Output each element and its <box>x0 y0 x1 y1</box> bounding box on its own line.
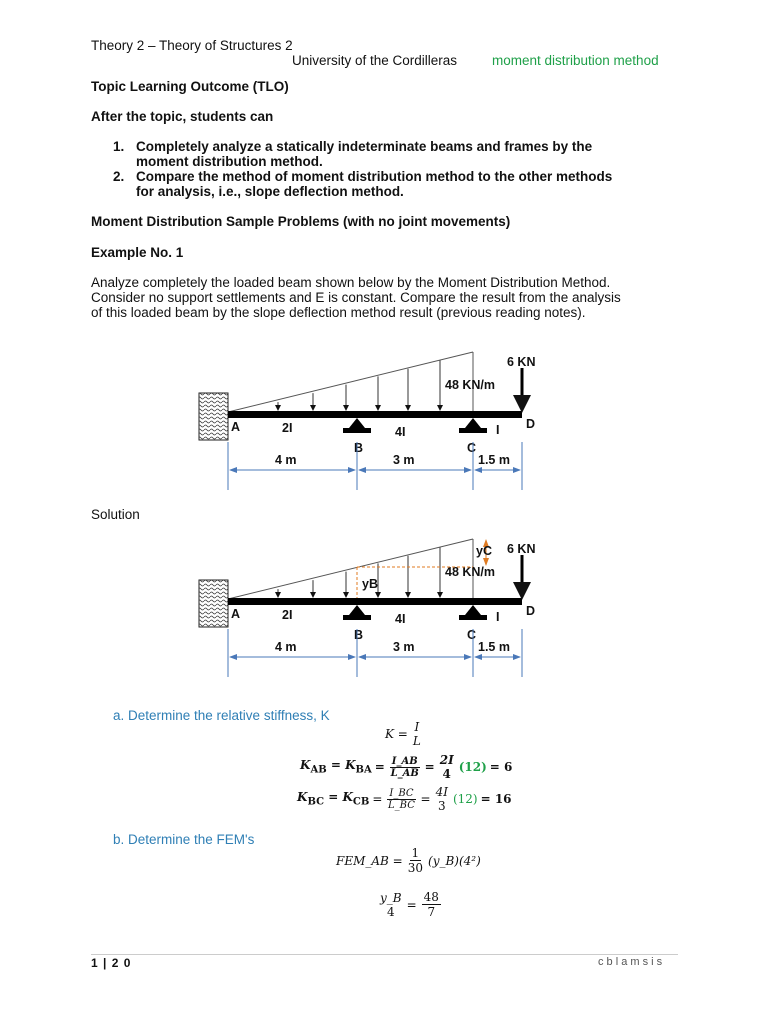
node-label-d: D <box>526 417 536 431</box>
eq-text: = <box>372 792 383 806</box>
eq-den: 4 <box>442 767 451 781</box>
dimension-label: 3 m <box>393 453 415 467</box>
node-label-d: D <box>526 604 536 618</box>
course-header: Theory 2 – Theory of Structures 2 <box>91 38 293 53</box>
eq-factor: (12) <box>452 792 478 806</box>
eq-num: y_B <box>380 890 402 905</box>
eq-text: = K <box>326 758 356 773</box>
inertia-label: I <box>496 423 500 437</box>
eq-lhs: K = <box>385 727 408 741</box>
load-triangle-edge <box>228 539 473 599</box>
outcome-number: 1. <box>113 139 125 154</box>
eq-text: = K <box>324 790 353 805</box>
node-label-c: C <box>467 628 477 642</box>
beam-diagram-problem <box>199 352 535 490</box>
point-load-label: 6 KN <box>507 355 536 369</box>
kab-equation: $K_{AB} = K_{BA}$ = $\frac{I\_AB}{L\_AB}$ = 2I 4 (12) = 6 <box>300 753 513 781</box>
eq-den: L_BC <box>388 799 415 811</box>
dimension-label: 4 m <box>275 640 297 654</box>
inertia-label: 4I <box>395 425 406 439</box>
node-label-c: C <box>467 441 477 455</box>
point-load-label: 6 KN <box>507 542 536 556</box>
node-label-b: B <box>354 628 364 642</box>
eq-num: I_AB <box>391 755 418 767</box>
distributed-load-label: 48 KN/m <box>445 378 496 392</box>
eq-text: BC <box>307 796 325 808</box>
step-a-label: a. Determine the relative stiffness, K <box>113 708 330 723</box>
eq-text: K <box>297 790 308 805</box>
beam <box>228 411 522 418</box>
eq-factor: (12) <box>458 760 487 774</box>
outcome-text: for analysis, i.e., slope deflection method. <box>136 184 404 199</box>
inertia-label: 2I <box>282 421 293 435</box>
outcome-text: Compare the method of moment distribution method to the other methods <box>136 169 613 184</box>
pin-support-icon <box>349 605 365 615</box>
beam-diagram-solution <box>199 539 535 677</box>
eq-den: 3 <box>437 799 446 813</box>
load-triangle-edge <box>228 352 473 412</box>
solution-label: Solution <box>91 507 140 522</box>
node-label-b: B <box>354 441 364 455</box>
node-label-a: A <box>231 420 241 434</box>
yb-equation <box>378 890 443 919</box>
fixed-support-wall <box>199 393 228 440</box>
eq-rhs: (y_B)(4²) <box>428 853 481 868</box>
eq-lhs: FEM_AB = <box>336 853 403 868</box>
inertia-label: I <box>496 610 500 624</box>
inertia-label: 4I <box>395 612 406 626</box>
yc-label: yC <box>476 544 492 558</box>
support-base <box>459 615 487 620</box>
eq-text: K <box>300 758 311 773</box>
problem-text: Analyze completely the loaded beam shown below by the Moment Distribution Method. <box>91 275 611 290</box>
eq-den: 30 <box>407 861 424 875</box>
support-base <box>343 615 371 620</box>
inertia-label: 2I <box>282 608 293 622</box>
kbc-equation: $K_{BC} = K_{CB}$ = $\frac{I\_BC}{L\_BC}$ = 4I 3 (12) = 16 <box>297 785 512 813</box>
support-base <box>459 428 487 433</box>
outcome-text: moment distribution method. <box>136 154 323 169</box>
footer-author: c b l a m s i s <box>598 956 663 968</box>
intro-text: After the topic, students can <box>91 109 274 124</box>
step-b-label: b. Determine the FEM's <box>113 832 255 847</box>
dimension-label: 4 m <box>275 453 297 467</box>
dimension-label: 3 m <box>393 640 415 654</box>
footer-divider <box>91 954 678 955</box>
eq-num: 4I <box>435 785 448 799</box>
eq-num: 2I <box>439 753 454 767</box>
beam <box>228 598 522 605</box>
pin-support-icon <box>465 605 481 615</box>
eq-text: BA <box>355 764 372 776</box>
fem-equation <box>336 846 481 875</box>
fixed-support-wall <box>199 580 228 627</box>
dimension-label: 1.5 m <box>478 453 510 467</box>
university-header: University of the Cordilleras <box>292 53 458 68</box>
page-number: 1 | 2 0 <box>91 956 132 970</box>
eq-num: I_BC <box>389 787 414 799</box>
problem-text: Consider no support settlements and E is constant. Compare the result from the analysis <box>91 290 621 305</box>
eq-result: = 6 <box>489 760 513 774</box>
pin-support-icon <box>349 418 365 428</box>
node-label-a: A <box>231 607 241 621</box>
eq-den: 4 <box>386 904 395 919</box>
eq-den: L <box>412 734 421 748</box>
topic-header: moment distribution method <box>492 53 659 68</box>
problem-text: of this loaded beam by the slope deflection method result (previous reading notes). <box>91 305 586 320</box>
yb-label: yB <box>362 577 378 591</box>
eq-text: = <box>406 897 417 912</box>
section-title: Moment Distribution Sample Problems (with no joint movements) <box>91 214 511 229</box>
tlo-title: Topic Learning Outcome (TLO) <box>91 79 289 94</box>
eq-num: 1 <box>411 846 420 860</box>
outcome-text: Completely analyze a statically indeterminate beams and frames by the <box>136 139 593 154</box>
eq-text: AB <box>310 764 327 776</box>
pin-support-icon <box>465 418 481 428</box>
eq-num: 48 <box>423 890 439 904</box>
distributed-load-label: 48 KN/m <box>445 565 496 579</box>
eq-den: 7 <box>427 905 436 919</box>
outcome-number: 2. <box>113 169 125 184</box>
eq-num: I <box>414 720 420 734</box>
example-title: Example No. 1 <box>91 245 184 260</box>
eq-den: L_AB <box>390 767 419 779</box>
stiffness-equation <box>385 720 423 748</box>
dimension-label: 1.5 m <box>478 640 510 654</box>
eq-text: = <box>374 760 385 774</box>
support-base <box>343 428 371 433</box>
eq-result: = 16 <box>480 792 512 806</box>
eq-text: CB <box>352 796 370 808</box>
